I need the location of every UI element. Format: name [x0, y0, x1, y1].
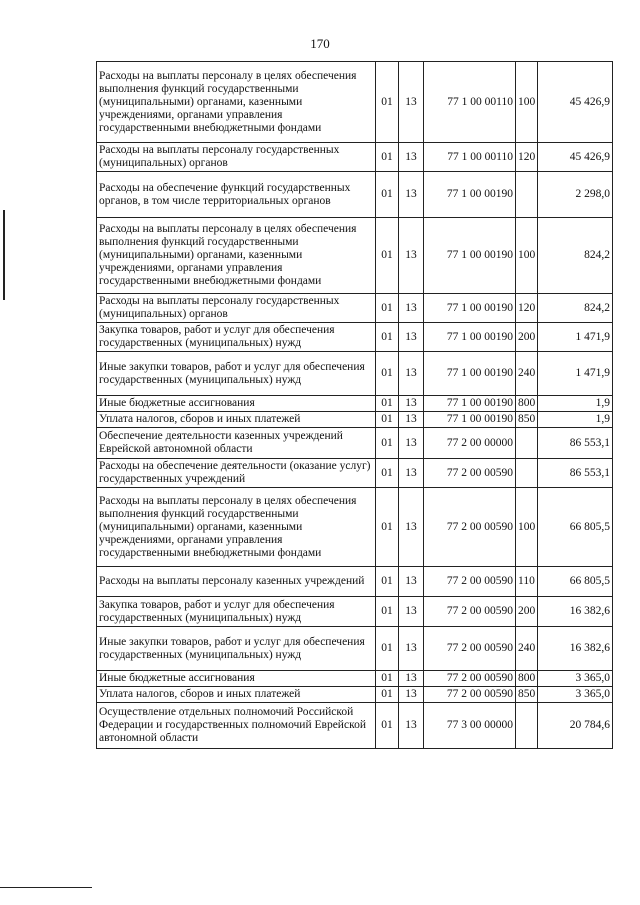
expense-type-code-cell: 240	[516, 627, 538, 671]
subsection-code-cell: 13	[399, 172, 424, 218]
expense-name-cell: Расходы на выплаты персоналу в целях обеспечения выполнения функций государственными (муниципальными) органами, казенными учреждениями, органами управления государственными внебюджетными фондами	[97, 488, 376, 567]
section-code-cell: 01	[376, 703, 399, 749]
expense-name-cell: Расходы на выплаты персоналу государственных (муниципальных) органов	[97, 143, 376, 172]
program-code-cell: 77 1 00 00190	[424, 396, 516, 412]
expense-name-cell: Иные закупки товаров, работ и услуг для обеспечения государственных (муниципальных) нужд	[97, 627, 376, 671]
program-code-cell: 77 3 00 00000	[424, 703, 516, 749]
section-code-cell: 01	[376, 172, 399, 218]
section-code-cell: 01	[376, 627, 399, 671]
page-number: 170	[310, 36, 330, 51]
table-row	[97, 488, 613, 567]
program-code-cell: 77 2 00 00590	[424, 488, 516, 567]
program-code-cell: 77 2 00 00590	[424, 597, 516, 627]
table-row	[97, 218, 613, 294]
program-code-cell: 77 1 00 00190	[424, 412, 516, 428]
program-code-cell: 77 2 00 00000	[424, 428, 516, 459]
expense-name-cell: Закупка товаров, работ и услуг для обеспечения государственных (муниципальных) нужд	[97, 323, 376, 352]
subsection-code-cell: 13	[399, 627, 424, 671]
expense-name-cell: Расходы на обеспечение функций государственных органов, в том числе территориальных органов	[97, 172, 376, 218]
amount-cell: 1 471,9	[538, 323, 613, 352]
expense-type-code-cell: 120	[516, 143, 538, 172]
subsection-code-cell: 13	[399, 294, 424, 323]
expense-type-code-cell: 850	[516, 412, 538, 428]
expense-name-cell: Расходы на выплаты персоналу в целях обеспечения выполнения функций государственными (муниципальными) органами, казенными учреждениями, органами управления государственными внебюджетными фондами	[97, 62, 376, 143]
table-row	[97, 459, 613, 488]
program-code-cell: 77 1 00 00110	[424, 143, 516, 172]
budget-table-body	[97, 62, 613, 749]
amount-cell: 3 365,0	[538, 687, 613, 703]
program-code-cell: 77 1 00 00190	[424, 294, 516, 323]
amount-cell: 45 426,9	[538, 143, 613, 172]
expense-type-code-cell: 800	[516, 671, 538, 687]
section-code-cell: 01	[376, 143, 399, 172]
program-code-cell: 77 2 00 00590	[424, 671, 516, 687]
section-code-cell: 01	[376, 218, 399, 294]
subsection-code-cell: 13	[399, 62, 424, 143]
table-row	[97, 143, 613, 172]
expense-name-cell: Закупка товаров, работ и услуг для обеспечения государственных (муниципальных) нужд	[97, 597, 376, 627]
subsection-code-cell: 13	[399, 428, 424, 459]
expense-type-code-cell: 800	[516, 396, 538, 412]
subsection-code-cell: 13	[399, 143, 424, 172]
subsection-code-cell: 13	[399, 703, 424, 749]
section-code-cell: 01	[376, 323, 399, 352]
table-row	[97, 687, 613, 703]
table-row	[97, 323, 613, 352]
expense-type-code-cell: 100	[516, 62, 538, 143]
scan-edge-mark	[3, 210, 5, 300]
expense-type-code-cell: 200	[516, 323, 538, 352]
expense-name-cell: Расходы на выплаты персоналу казенных учреждений	[97, 567, 376, 597]
amount-cell: 1,9	[538, 412, 613, 428]
amount-cell: 824,2	[538, 294, 613, 323]
expense-name-cell: Иные закупки товаров, работ и услуг для обеспечения государственных (муниципальных) нужд	[97, 352, 376, 396]
expense-name-cell: Уплата налогов, сборов и иных платежей	[97, 412, 376, 428]
expense-type-code-cell: 110	[516, 567, 538, 597]
expense-name-cell: Расходы на обеспечение деятельности (оказание услуг) государственных учреждений	[97, 459, 376, 488]
table-row	[97, 671, 613, 687]
section-code-cell: 01	[376, 428, 399, 459]
expense-type-code-cell: 120	[516, 294, 538, 323]
section-code-cell: 01	[376, 62, 399, 143]
amount-cell: 3 365,0	[538, 671, 613, 687]
subsection-code-cell: 13	[399, 218, 424, 294]
table-row	[97, 172, 613, 218]
subsection-code-cell: 13	[399, 597, 424, 627]
amount-cell: 1 471,9	[538, 352, 613, 396]
subsection-code-cell: 13	[399, 567, 424, 597]
table-row	[97, 627, 613, 671]
section-code-cell: 01	[376, 567, 399, 597]
expense-type-code-cell	[516, 703, 538, 749]
table-row	[97, 396, 613, 412]
section-code-cell: 01	[376, 687, 399, 703]
expense-name-cell: Иные бюджетные ассигнования	[97, 671, 376, 687]
amount-cell: 20 784,6	[538, 703, 613, 749]
amount-cell: 66 805,5	[538, 488, 613, 567]
amount-cell: 45 426,9	[538, 62, 613, 143]
amount-cell: 66 805,5	[538, 567, 613, 597]
program-code-cell: 77 1 00 00190	[424, 218, 516, 294]
amount-cell: 1,9	[538, 396, 613, 412]
section-code-cell: 01	[376, 352, 399, 396]
table-row	[97, 62, 613, 143]
program-code-cell: 77 1 00 00190	[424, 323, 516, 352]
subsection-code-cell: 13	[399, 687, 424, 703]
expense-type-code-cell	[516, 459, 538, 488]
subsection-code-cell: 13	[399, 488, 424, 567]
expense-type-code-cell	[516, 428, 538, 459]
amount-cell: 16 382,6	[538, 597, 613, 627]
subsection-code-cell: 13	[399, 323, 424, 352]
table-row	[97, 412, 613, 428]
section-code-cell: 01	[376, 671, 399, 687]
table-row	[97, 567, 613, 597]
expense-type-code-cell: 100	[516, 218, 538, 294]
expense-name-cell: Обеспечение деятельности казенных учреждений Еврейской автономной области	[97, 428, 376, 459]
section-code-cell: 01	[376, 488, 399, 567]
expense-name-cell: Уплата налогов, сборов и иных платежей	[97, 687, 376, 703]
expense-name-cell: Расходы на выплаты персоналу государственных (муниципальных) органов	[97, 294, 376, 323]
section-code-cell: 01	[376, 396, 399, 412]
program-code-cell: 77 1 00 00110	[424, 62, 516, 143]
subsection-code-cell: 13	[399, 352, 424, 396]
subsection-code-cell: 13	[399, 412, 424, 428]
table-row	[97, 703, 613, 749]
section-code-cell: 01	[376, 294, 399, 323]
section-code-cell: 01	[376, 412, 399, 428]
table-row	[97, 294, 613, 323]
amount-cell: 86 553,1	[538, 459, 613, 488]
footnote-rule	[0, 887, 92, 888]
section-code-cell: 01	[376, 459, 399, 488]
amount-cell: 86 553,1	[538, 428, 613, 459]
subsection-code-cell: 13	[399, 671, 424, 687]
table-row	[97, 597, 613, 627]
amount-cell: 16 382,6	[538, 627, 613, 671]
expense-type-code-cell: 850	[516, 687, 538, 703]
program-code-cell: 77 2 00 00590	[424, 459, 516, 488]
expense-type-code-cell: 100	[516, 488, 538, 567]
program-code-cell: 77 2 00 00590	[424, 627, 516, 671]
program-code-cell: 77 1 00 00190	[424, 352, 516, 396]
section-code-cell: 01	[376, 597, 399, 627]
budget-table	[96, 61, 613, 749]
expense-type-code-cell: 200	[516, 597, 538, 627]
table-row	[97, 352, 613, 396]
expense-name-cell: Расходы на выплаты персоналу в целях обеспечения выполнения функций государственными (муниципальными) органами, казенными учреждениями, органами управления государственными внебюджетными фондами	[97, 218, 376, 294]
program-code-cell: 77 2 00 00590	[424, 687, 516, 703]
program-code-cell: 77 1 00 00190	[424, 172, 516, 218]
program-code-cell: 77 2 00 00590	[424, 567, 516, 597]
expense-type-code-cell: 240	[516, 352, 538, 396]
table-row	[97, 428, 613, 459]
subsection-code-cell: 13	[399, 396, 424, 412]
subsection-code-cell: 13	[399, 459, 424, 488]
amount-cell: 824,2	[538, 218, 613, 294]
amount-cell: 2 298,0	[538, 172, 613, 218]
expense-type-code-cell	[516, 172, 538, 218]
expense-name-cell: Осуществление отдельных полномочий Российской Федерации и государственных полномочий Еврейской автономной области	[97, 703, 376, 749]
expense-name-cell: Иные бюджетные ассигнования	[97, 396, 376, 412]
